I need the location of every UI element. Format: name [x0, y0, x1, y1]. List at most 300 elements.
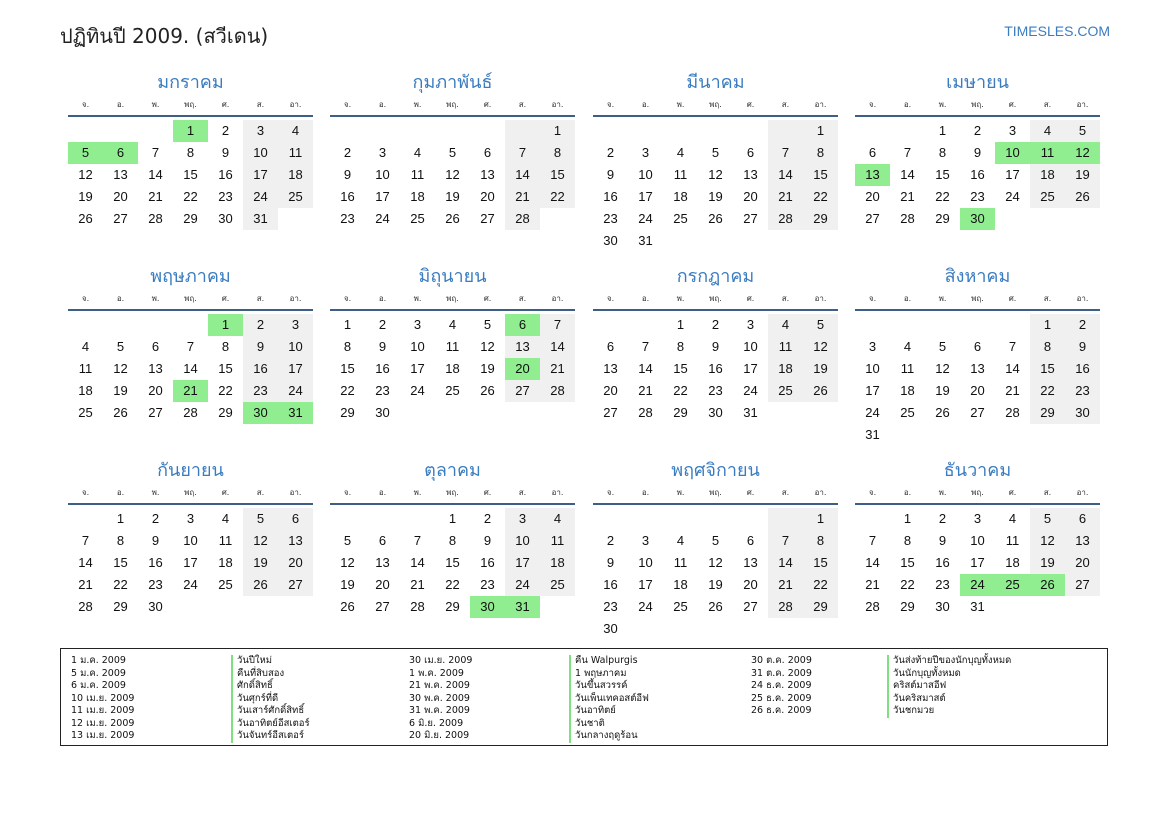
weekday-label: ส.	[781, 488, 790, 497]
day-cell: 1	[676, 317, 685, 332]
day-grid	[593, 314, 838, 424]
month-calendar	[593, 264, 838, 424]
day-cell: 5	[448, 145, 457, 160]
weekday-label: จ.	[81, 100, 90, 109]
day-cell: 22	[445, 577, 460, 592]
day-cell: 21	[505, 186, 540, 208]
day-cell: 6	[868, 145, 877, 160]
day-cell: 29	[218, 405, 233, 420]
day-cell: 9	[973, 145, 982, 160]
weekday-label: อ.	[641, 100, 650, 109]
day-cell: 31	[278, 402, 313, 424]
day-cell: 5	[68, 142, 103, 164]
month-calendar	[330, 264, 575, 424]
month-calendar	[855, 70, 1100, 230]
weekday-label: จ.	[343, 488, 352, 497]
weekday-label: อา.	[289, 488, 302, 497]
day-cell: 15	[673, 361, 688, 376]
day-cell: 16	[708, 361, 723, 376]
weekday-label: พฤ.	[446, 100, 459, 109]
day-cell: 19	[708, 577, 723, 592]
day-cell: 14	[768, 164, 803, 186]
day-cell: 18	[78, 383, 93, 398]
holiday-name: ศักดิ์สิทธิ์	[231, 680, 310, 693]
day-cell: 5	[343, 533, 352, 548]
day-cell: 14	[410, 555, 425, 570]
empty-cell	[208, 596, 243, 618]
weekday-label: อา.	[551, 100, 564, 109]
day-cell: 15	[803, 552, 838, 574]
day-cell: 2	[938, 511, 947, 526]
day-cell: 10	[278, 336, 313, 358]
day-cell: 7	[641, 339, 650, 354]
day-cell: 11	[900, 361, 915, 376]
day-cell: 29	[445, 599, 460, 614]
day-cell: 8	[903, 533, 912, 548]
day-cell: 15	[900, 555, 915, 570]
holiday-date: 12 เม.ย. 2009	[71, 717, 135, 729]
day-cell: 18	[218, 555, 233, 570]
day-cell: 23	[375, 383, 390, 398]
day-cell: 23	[480, 577, 495, 592]
day-cell: 15	[113, 555, 128, 570]
month-name: ธันวาคม	[943, 460, 1012, 481]
day-cell: 9	[1065, 336, 1100, 358]
month-calendar	[855, 458, 1100, 618]
day-cell: 3	[641, 533, 650, 548]
day-cell: 6	[746, 145, 755, 160]
day-cell: 21	[900, 189, 915, 204]
month-calendar	[330, 70, 575, 230]
weekday-label: ส.	[1043, 100, 1052, 109]
empty-cell	[435, 402, 470, 424]
day-cell: 15	[803, 164, 838, 186]
day-cell: 26	[113, 405, 128, 420]
holiday-date: 10 เม.ย. 2009	[71, 692, 135, 704]
day-cell: 26	[445, 211, 460, 226]
day-cell: 1	[540, 120, 575, 142]
day-cell: 6	[606, 339, 615, 354]
day-cell: 10	[995, 142, 1030, 164]
day-grid	[330, 120, 575, 230]
empty-cell	[803, 402, 838, 424]
weekday-header	[593, 292, 838, 311]
empty-cell	[103, 314, 138, 336]
day-cell: 16	[935, 555, 950, 570]
weekday-label: พฤ.	[971, 488, 984, 497]
weekday-label: ศ.	[221, 294, 230, 303]
weekday-label: อา.	[1076, 488, 1089, 497]
day-cell: 28	[505, 208, 540, 230]
day-cell: 22	[540, 186, 575, 208]
day-cell: 10	[638, 167, 653, 182]
day-cell: 12	[243, 530, 278, 552]
empty-cell	[855, 314, 890, 336]
day-cell: 9	[606, 555, 615, 570]
holiday-dates-col-3	[751, 655, 812, 718]
day-cell: 8	[448, 533, 457, 548]
empty-cell	[733, 508, 768, 530]
day-cell: 1	[173, 120, 208, 142]
weekday-label: ศ.	[746, 488, 755, 497]
day-cell: 7	[868, 533, 877, 548]
day-cell: 13	[743, 167, 758, 182]
day-cell: 30	[603, 233, 618, 248]
day-cell: 28	[540, 380, 575, 402]
day-cell: 28	[768, 596, 803, 618]
month-name: ตุลาคม	[424, 460, 481, 481]
day-cell: 2	[973, 123, 982, 138]
day-cell: 26	[78, 211, 93, 226]
day-cell: 14	[148, 167, 163, 182]
weekday-label: ศ.	[1008, 488, 1017, 497]
month-name: เมษายน	[946, 72, 1009, 93]
empty-cell	[628, 618, 663, 640]
weekday-header	[855, 486, 1100, 505]
day-cell: 10	[505, 530, 540, 552]
day-cell: 8	[540, 142, 575, 164]
weekday-label: อา.	[289, 100, 302, 109]
day-cell: 18	[278, 164, 313, 186]
weekday-label: ศ.	[483, 294, 492, 303]
day-cell: 8	[803, 530, 838, 552]
day-cell: 19	[445, 189, 460, 204]
empty-cell	[960, 314, 995, 336]
weekday-label: ส.	[1043, 488, 1052, 497]
day-cell: 25	[410, 211, 425, 226]
empty-cell	[768, 120, 803, 142]
day-grid	[855, 120, 1100, 230]
day-cell: 16	[340, 189, 355, 204]
day-cell: 6	[505, 314, 540, 336]
holiday-list	[60, 648, 1108, 746]
month-name: พฤศจิกายน	[671, 460, 760, 481]
empty-cell	[698, 230, 733, 252]
empty-cell	[890, 120, 925, 142]
day-cell: 3	[186, 511, 195, 526]
day-cell: 14	[183, 361, 198, 376]
day-cell: 15	[340, 361, 355, 376]
day-cell: 20	[743, 577, 758, 592]
day-cell: 23	[148, 577, 163, 592]
holiday-name: วันศุกร์ที่ดี	[231, 693, 310, 706]
day-cell: 16	[375, 361, 390, 376]
day-cell: 24	[960, 574, 995, 596]
day-cell: 31	[865, 427, 880, 442]
day-cell: 17	[1005, 167, 1020, 182]
empty-cell	[855, 508, 890, 530]
site-link[interactable]: TIMESLES.COM	[1004, 23, 1110, 39]
day-cell: 10	[865, 361, 880, 376]
day-cell: 3	[505, 508, 540, 530]
day-cell: 27	[1065, 574, 1100, 596]
weekday-label: พ.	[413, 488, 422, 497]
weekday-label: ศ.	[221, 488, 230, 497]
weekday-label: พฤ.	[446, 488, 459, 497]
empty-cell	[768, 508, 803, 530]
day-cell: 19	[243, 552, 278, 574]
day-cell: 12	[708, 555, 723, 570]
weekday-label: จ.	[606, 294, 615, 303]
weekday-label: อา.	[814, 294, 827, 303]
day-cell: 30	[470, 596, 505, 618]
weekday-label: อ.	[378, 294, 387, 303]
day-cell: 29	[113, 599, 128, 614]
day-cell: 15	[218, 361, 233, 376]
day-cell: 9	[606, 167, 615, 182]
day-cell: 30	[708, 405, 723, 420]
holiday-name: วันเสาร์ศักดิ์สิทธิ์	[231, 705, 310, 718]
weekday-label: พ.	[151, 294, 160, 303]
day-cell: 28	[78, 599, 93, 614]
day-cell: 10	[970, 533, 985, 548]
empty-cell	[365, 120, 400, 142]
day-cell: 26	[243, 574, 278, 596]
day-cell: 4	[768, 314, 803, 336]
weekday-label: พ.	[151, 488, 160, 497]
day-cell: 20	[970, 383, 985, 398]
empty-cell	[435, 120, 470, 142]
day-cell: 25	[278, 186, 313, 208]
day-cell: 15	[183, 167, 198, 182]
day-cell: 20	[113, 189, 128, 204]
day-cell: 19	[340, 577, 355, 592]
month-name: พฤษภาคม	[150, 266, 231, 287]
day-cell: 25	[78, 405, 93, 420]
day-cell: 8	[116, 533, 125, 548]
day-cell: 1	[208, 314, 243, 336]
day-cell: 13	[743, 555, 758, 570]
day-cell: 12	[480, 339, 495, 354]
day-cell: 18	[445, 361, 460, 376]
day-cell: 11	[445, 339, 460, 354]
day-cell: 24	[410, 383, 425, 398]
day-cell: 16	[218, 167, 233, 182]
day-cell: 14	[900, 167, 915, 182]
weekday-label: อา.	[551, 488, 564, 497]
day-cell: 14	[768, 552, 803, 574]
day-cell: 27	[603, 405, 618, 420]
holiday-names-col-3	[887, 655, 1011, 718]
day-grid	[593, 120, 838, 252]
day-cell: 21	[173, 380, 208, 402]
holiday-names-col-1	[231, 655, 310, 743]
day-cell: 4	[1030, 120, 1065, 142]
day-cell: 23	[340, 211, 355, 226]
day-cell: 1	[1030, 314, 1065, 336]
weekday-label: พฤ.	[971, 294, 984, 303]
day-cell: 11	[1005, 533, 1020, 548]
day-cell: 26	[935, 405, 950, 420]
month-name: สิงหาคม	[944, 266, 1011, 287]
empty-cell	[68, 508, 103, 530]
day-cell: 12	[935, 361, 950, 376]
weekday-label: อ.	[116, 294, 125, 303]
day-cell: 31	[243, 208, 278, 230]
day-cell: 9	[151, 533, 160, 548]
day-cell: 16	[148, 555, 163, 570]
weekday-header	[593, 486, 838, 505]
empty-cell	[733, 230, 768, 252]
weekday-header	[330, 98, 575, 117]
month-name: กรกฎาคม	[676, 266, 755, 287]
day-cell: 19	[1030, 552, 1065, 574]
day-cell: 22	[803, 574, 838, 596]
day-cell: 24	[1005, 189, 1020, 204]
day-cell: 1	[803, 120, 838, 142]
day-cell: 9	[711, 339, 720, 354]
day-cell: 6	[1065, 508, 1100, 530]
day-cell: 26	[1030, 574, 1065, 596]
day-cell: 27	[743, 599, 758, 614]
day-cell: 4	[903, 339, 912, 354]
day-cell: 11	[278, 142, 313, 164]
empty-cell	[890, 424, 925, 446]
day-cell: 22	[900, 577, 915, 592]
day-cell: 30	[960, 208, 995, 230]
holiday-date: 30 พ.ค. 2009	[409, 692, 470, 704]
day-cell: 21	[540, 358, 575, 380]
weekday-header	[330, 292, 575, 311]
day-cell: 6	[973, 339, 982, 354]
weekday-label: อ.	[378, 100, 387, 109]
day-cell: 17	[278, 358, 313, 380]
page-title: ปฏิทินปี 2009. (สวีเดน)	[60, 24, 269, 48]
day-cell: 23	[218, 189, 233, 204]
day-cell: 4	[278, 120, 313, 142]
day-cell: 18	[673, 577, 688, 592]
empty-cell	[68, 120, 103, 142]
day-cell: 16	[603, 189, 618, 204]
empty-cell	[470, 120, 505, 142]
day-cell: 16	[480, 555, 495, 570]
day-cell: 3	[1008, 123, 1017, 138]
day-cell: 9	[483, 533, 492, 548]
day-cell: 12	[113, 361, 128, 376]
day-cell: 12	[708, 167, 723, 182]
day-cell: 18	[768, 358, 803, 380]
holiday-name: วันจันทร์อีสเตอร์	[231, 730, 310, 743]
day-cell: 3	[278, 314, 313, 336]
day-cell: 17	[243, 164, 278, 186]
weekday-label: พ.	[938, 294, 947, 303]
day-cell: 14	[865, 555, 880, 570]
weekday-header	[593, 98, 838, 117]
weekday-label: ส.	[518, 100, 527, 109]
day-cell: 20	[278, 552, 313, 574]
day-cell: 2	[151, 511, 160, 526]
empty-cell	[173, 314, 208, 336]
day-cell: 3	[641, 145, 650, 160]
day-cell: 21	[638, 383, 653, 398]
empty-cell	[173, 596, 208, 618]
day-cell: 4	[81, 339, 90, 354]
day-cell: 21	[78, 577, 93, 592]
day-cell: 11	[410, 167, 425, 182]
day-cell: 13	[970, 361, 985, 376]
day-cell: 30	[375, 405, 390, 420]
weekday-label: พฤ.	[184, 100, 197, 109]
empty-cell	[1065, 596, 1100, 618]
day-cell: 12	[1065, 142, 1100, 164]
day-cell: 9	[343, 167, 352, 182]
day-cell: 22	[183, 189, 198, 204]
day-cell: 13	[148, 361, 163, 376]
holiday-dates-col-1	[71, 655, 134, 743]
day-cell: 20	[603, 383, 618, 398]
day-cell: 22	[340, 383, 355, 398]
day-cell: 8	[221, 339, 230, 354]
month-name: มกราคม	[157, 72, 224, 93]
day-cell: 4	[221, 511, 230, 526]
day-cell: 22	[218, 383, 233, 398]
day-cell: 18	[410, 189, 425, 204]
day-cell: 17	[505, 552, 540, 574]
month-name: กันยายน	[157, 460, 224, 481]
day-cell: 10	[638, 555, 653, 570]
weekday-label: ส.	[256, 294, 265, 303]
day-cell: 7	[151, 145, 160, 160]
day-cell: 24	[243, 186, 278, 208]
day-cell: 23	[603, 599, 618, 614]
holiday-date: 11 เม.ย. 2009	[71, 705, 135, 716]
empty-cell	[505, 402, 540, 424]
day-cell: 3	[973, 511, 982, 526]
day-cell: 11	[673, 167, 688, 182]
empty-cell	[698, 508, 733, 530]
day-cell: 31	[743, 405, 758, 420]
day-cell: 16	[243, 358, 278, 380]
holiday-names-col-2	[569, 655, 649, 743]
day-cell: 19	[113, 383, 128, 398]
empty-cell	[733, 120, 768, 142]
holiday-name: คืนที่สิบสอง	[231, 668, 310, 681]
weekday-label: พฤ.	[709, 100, 722, 109]
day-cell: 8	[803, 142, 838, 164]
day-cell: 4	[1008, 511, 1017, 526]
day-cell: 10	[375, 167, 390, 182]
day-cell: 13	[603, 361, 618, 376]
empty-cell	[925, 314, 960, 336]
day-cell: 15	[1030, 358, 1065, 380]
day-cell: 8	[938, 145, 947, 160]
weekday-label: อา.	[551, 294, 564, 303]
day-cell: 15	[540, 164, 575, 186]
day-grid	[68, 314, 313, 424]
day-cell: 25	[768, 380, 803, 402]
empty-cell	[628, 120, 663, 142]
holiday-date: 31 พ.ค. 2009	[409, 705, 470, 716]
day-cell: 12	[803, 336, 838, 358]
day-cell: 30	[218, 211, 233, 226]
weekday-label: พฤ.	[709, 294, 722, 303]
day-cell: 28	[865, 599, 880, 614]
empty-cell	[768, 402, 803, 424]
weekday-label: พ.	[676, 100, 685, 109]
weekday-label: ศ.	[746, 294, 755, 303]
weekday-label: ศ.	[483, 488, 492, 497]
day-cell: 30	[243, 402, 278, 424]
day-cell: 25	[218, 577, 233, 592]
empty-cell	[1065, 208, 1100, 230]
day-cell: 21	[768, 186, 803, 208]
day-cell: 15	[445, 555, 460, 570]
day-cell: 30	[1065, 402, 1100, 424]
day-cell: 4	[413, 145, 422, 160]
day-cell: 25	[673, 599, 688, 614]
day-cell: 14	[540, 336, 575, 358]
day-cell: 28	[638, 405, 653, 420]
